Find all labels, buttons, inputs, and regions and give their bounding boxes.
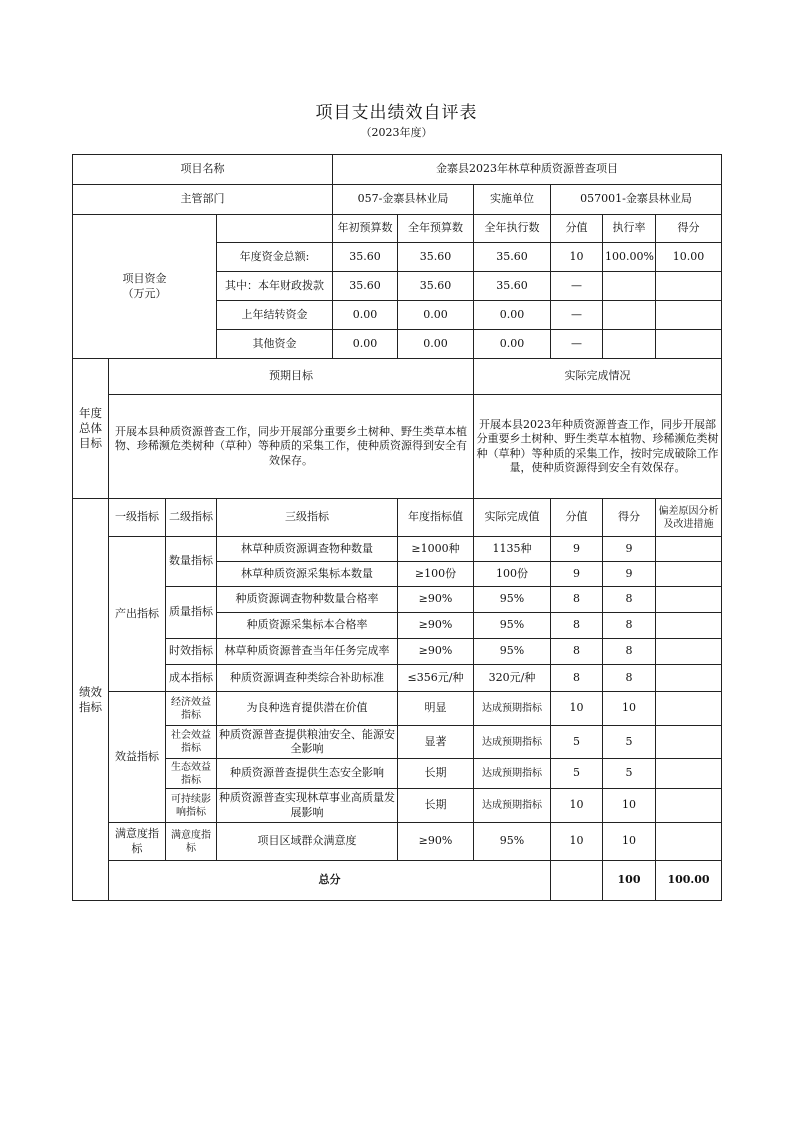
reason-cell: [656, 537, 722, 562]
actual-cell: 95%: [474, 613, 551, 639]
target-cell: ≤356元/种: [398, 665, 474, 692]
funds-header: 年初预算数: [333, 215, 398, 243]
score-cell: 10: [551, 692, 603, 726]
indicator-cell: 为良种选育提供潜在价值: [217, 692, 398, 726]
perf-header-row: [73, 499, 722, 537]
perf-row: [73, 665, 722, 692]
department-row: [73, 185, 722, 215]
indicator-cell: 项目区域群众满意度: [217, 823, 398, 861]
got-cell: 5: [603, 759, 656, 789]
target-cell: 显著: [398, 726, 474, 759]
level2-cell: 时效指标: [166, 639, 217, 665]
goals-label: 年度总体目标: [73, 359, 109, 499]
actual-cell: 1135种: [474, 537, 551, 562]
level2-cell: 生态效益指标: [166, 759, 217, 789]
dept-value: 057-金寨县林业局: [333, 185, 474, 215]
funds-header-row: [73, 215, 722, 243]
actual-cell: 95%: [474, 823, 551, 861]
page-title: 项目支出绩效自评表: [315, 103, 478, 123]
funds-cell: [603, 330, 656, 359]
project-name-row: [73, 155, 722, 185]
funds-cell: 35.60: [398, 272, 474, 301]
actual-text: 开展本县2023年种质资源普查工作，同步开展部分重要乡土树种、野生类草本植物、珍稀濒危类树种（草种）等种质的采集工作，按时完成破除工作量，使种质资源得到安全有效保存。: [474, 395, 722, 499]
level1-cell: 效益指标: [109, 692, 166, 823]
funds-cell: 35.60: [333, 243, 398, 272]
funds-cell: 0.00: [398, 301, 474, 330]
project-name-value: 金寨县2023年林草种质资源普查项目: [333, 155, 722, 185]
funds-cell: [656, 301, 722, 330]
target-cell: ≥90%: [398, 639, 474, 665]
funds-cell: —: [551, 301, 603, 330]
reason-cell: [656, 759, 722, 789]
perf-row: [73, 823, 722, 861]
indicator-cell: 种质资源调查物种数量合格率: [217, 587, 398, 613]
funds-cell: —: [551, 272, 603, 301]
level1-cell: 产出指标: [109, 537, 166, 692]
funds-cell: 100.00%: [603, 243, 656, 272]
reason-cell: [656, 692, 722, 726]
target-cell: ≥90%: [398, 823, 474, 861]
score-cell: 8: [551, 665, 603, 692]
total-got: 100.00: [656, 861, 722, 901]
dept-label: 主管部门: [73, 185, 333, 215]
funds-cell: 0.00: [474, 301, 551, 330]
score-cell: 10: [551, 823, 603, 861]
score-cell: 8: [551, 613, 603, 639]
funds-corner: [217, 215, 333, 243]
target-cell: ≥90%: [398, 587, 474, 613]
actual-cell: 达成预期指标: [474, 759, 551, 789]
actual-cell: 320元/种: [474, 665, 551, 692]
funds-cell: 0.00: [474, 330, 551, 359]
reason-cell: [656, 789, 722, 823]
funds-header: 执行率: [603, 215, 656, 243]
project-name-label: 项目名称: [73, 155, 333, 185]
goals-text-row: [73, 395, 722, 499]
indicator-cell: 种质资源采集标本合格率: [217, 613, 398, 639]
funds-cell: [656, 330, 722, 359]
perf-row: [73, 692, 722, 726]
reason-cell: [656, 639, 722, 665]
score-cell: 9: [551, 537, 603, 562]
level2-cell: 社会效益指标: [166, 726, 217, 759]
funds-cell: 10: [551, 243, 603, 272]
reason-cell: [656, 726, 722, 759]
got-cell: 9: [603, 562, 656, 587]
perf-label: 绩效指标: [73, 499, 109, 901]
reason-cell: [656, 587, 722, 613]
score-cell: 10: [551, 789, 603, 823]
funds-header: 全年预算数: [398, 215, 474, 243]
total-label: 总分: [109, 861, 551, 901]
indicator-cell: 种质资源普查实现林草事业高质量发展影响: [217, 789, 398, 823]
funds-cell: 35.60: [398, 243, 474, 272]
level2-cell: 质量指标: [166, 587, 217, 639]
level2-cell: 满意度指标: [166, 823, 217, 861]
score-cell: 5: [551, 759, 603, 789]
funds-row-label: 其他资金: [217, 330, 333, 359]
level2-cell: 成本指标: [166, 665, 217, 692]
reason-cell: [656, 823, 722, 861]
funds-cell: 35.60: [474, 272, 551, 301]
target-cell: ≥90%: [398, 613, 474, 639]
got-cell: 10: [603, 692, 656, 726]
perf-header: 年度指标值: [398, 499, 474, 537]
expected-text: 开展本县种质资源普查工作，同步开展部分重要乡土树种、野生类草本植物、珍稀濒危类树种（草种）等种质的采集工作，使种质资源得到安全有效保存。: [109, 395, 474, 499]
perf-header: 三级指标: [217, 499, 398, 537]
got-cell: 9: [603, 537, 656, 562]
score-cell: 5: [551, 726, 603, 759]
funds-label-cell: [73, 215, 217, 359]
total-row: [73, 861, 722, 901]
perf-row: [73, 726, 722, 759]
funds-cell: 0.00: [398, 330, 474, 359]
got-cell: 8: [603, 587, 656, 613]
actual-cell: 达成预期指标: [474, 692, 551, 726]
got-cell: 5: [603, 726, 656, 759]
actual-cell: 达成预期指标: [474, 726, 551, 759]
got-cell: 8: [603, 613, 656, 639]
actual-cell: 95%: [474, 639, 551, 665]
target-cell: ≥100份: [398, 562, 474, 587]
level2-cell: 数量指标: [166, 537, 217, 587]
actual-cell: 95%: [474, 587, 551, 613]
perf-row: [73, 537, 722, 562]
perf-row: [73, 639, 722, 665]
funds-row-label: 年度资金总额:: [217, 243, 333, 272]
indicator-cell: 林草种质资源普查当年任务完成率: [217, 639, 398, 665]
indicator-cell: 种质资源普查提供粮油安全、能源安全影响: [217, 726, 398, 759]
score-cell: 8: [551, 639, 603, 665]
unit-value: 057001-金寨县林业局: [551, 185, 722, 215]
perf-header: 分值: [551, 499, 603, 537]
funds-row-label: 其中：本年财政拨款: [217, 272, 333, 301]
indicator-cell: 种质资源普查提供生态安全影响: [217, 759, 398, 789]
funds-header: 全年执行数: [474, 215, 551, 243]
perf-header: 偏差原因分析及改进措施: [656, 499, 722, 537]
perf-row: [73, 587, 722, 613]
funds-cell: 10.00: [656, 243, 722, 272]
funds-row-label: 上年结转资金: [217, 301, 333, 330]
expected-header: 预期目标: [109, 359, 474, 395]
actual-header: 实际完成情况: [474, 359, 722, 395]
funds-label: 项目资金: [122, 272, 167, 286]
target-cell: 明显: [398, 692, 474, 726]
actual-cell: 达成预期指标: [474, 789, 551, 823]
got-cell: 10: [603, 789, 656, 823]
level2-cell: 可持续影响指标: [166, 789, 217, 823]
funds-cell: [603, 272, 656, 301]
indicator-cell: 林草种质资源采集标本数量: [217, 562, 398, 587]
perf-row: [73, 789, 722, 823]
reason-cell: [656, 562, 722, 587]
target-cell: 长期: [398, 759, 474, 789]
actual-cell: 100份: [474, 562, 551, 587]
got-cell: 10: [603, 823, 656, 861]
funds-header: 分值: [551, 215, 603, 243]
goals-header-row: [73, 359, 722, 395]
unit-label: 实施单位: [474, 185, 551, 215]
score-cell: 8: [551, 587, 603, 613]
perf-header: 二级指标: [166, 499, 217, 537]
funds-cell: [656, 272, 722, 301]
perf-header: 一级指标: [109, 499, 166, 537]
evaluation-table: [72, 154, 722, 901]
funds-unit: （万元）: [122, 286, 167, 300]
target-cell: ≥1000种: [398, 537, 474, 562]
page-subtitle: （2023年度）: [360, 126, 433, 139]
target-cell: 长期: [398, 789, 474, 823]
funds-cell: 35.60: [474, 243, 551, 272]
funds-header: 得分: [656, 215, 722, 243]
score-cell: 9: [551, 562, 603, 587]
funds-cell: —: [551, 330, 603, 359]
reason-cell: [656, 613, 722, 639]
funds-cell: 0.00: [333, 301, 398, 330]
level2-cell: 经济效益指标: [166, 692, 217, 726]
perf-header: 实际完成值: [474, 499, 551, 537]
funds-cell: [603, 301, 656, 330]
indicator-cell: 种质资源调查种类综合补助标准: [217, 665, 398, 692]
got-cell: 8: [603, 665, 656, 692]
total-score: 100: [603, 861, 656, 901]
got-cell: 8: [603, 639, 656, 665]
funds-cell: 0.00: [333, 330, 398, 359]
total-blank: [551, 861, 603, 901]
indicator-cell: 林草种质资源调查物种数量: [217, 537, 398, 562]
reason-cell: [656, 665, 722, 692]
level1-cell: 满意度指标: [109, 823, 166, 861]
perf-header: 得分: [603, 499, 656, 537]
perf-row: [73, 759, 722, 789]
funds-cell: 35.60: [333, 272, 398, 301]
